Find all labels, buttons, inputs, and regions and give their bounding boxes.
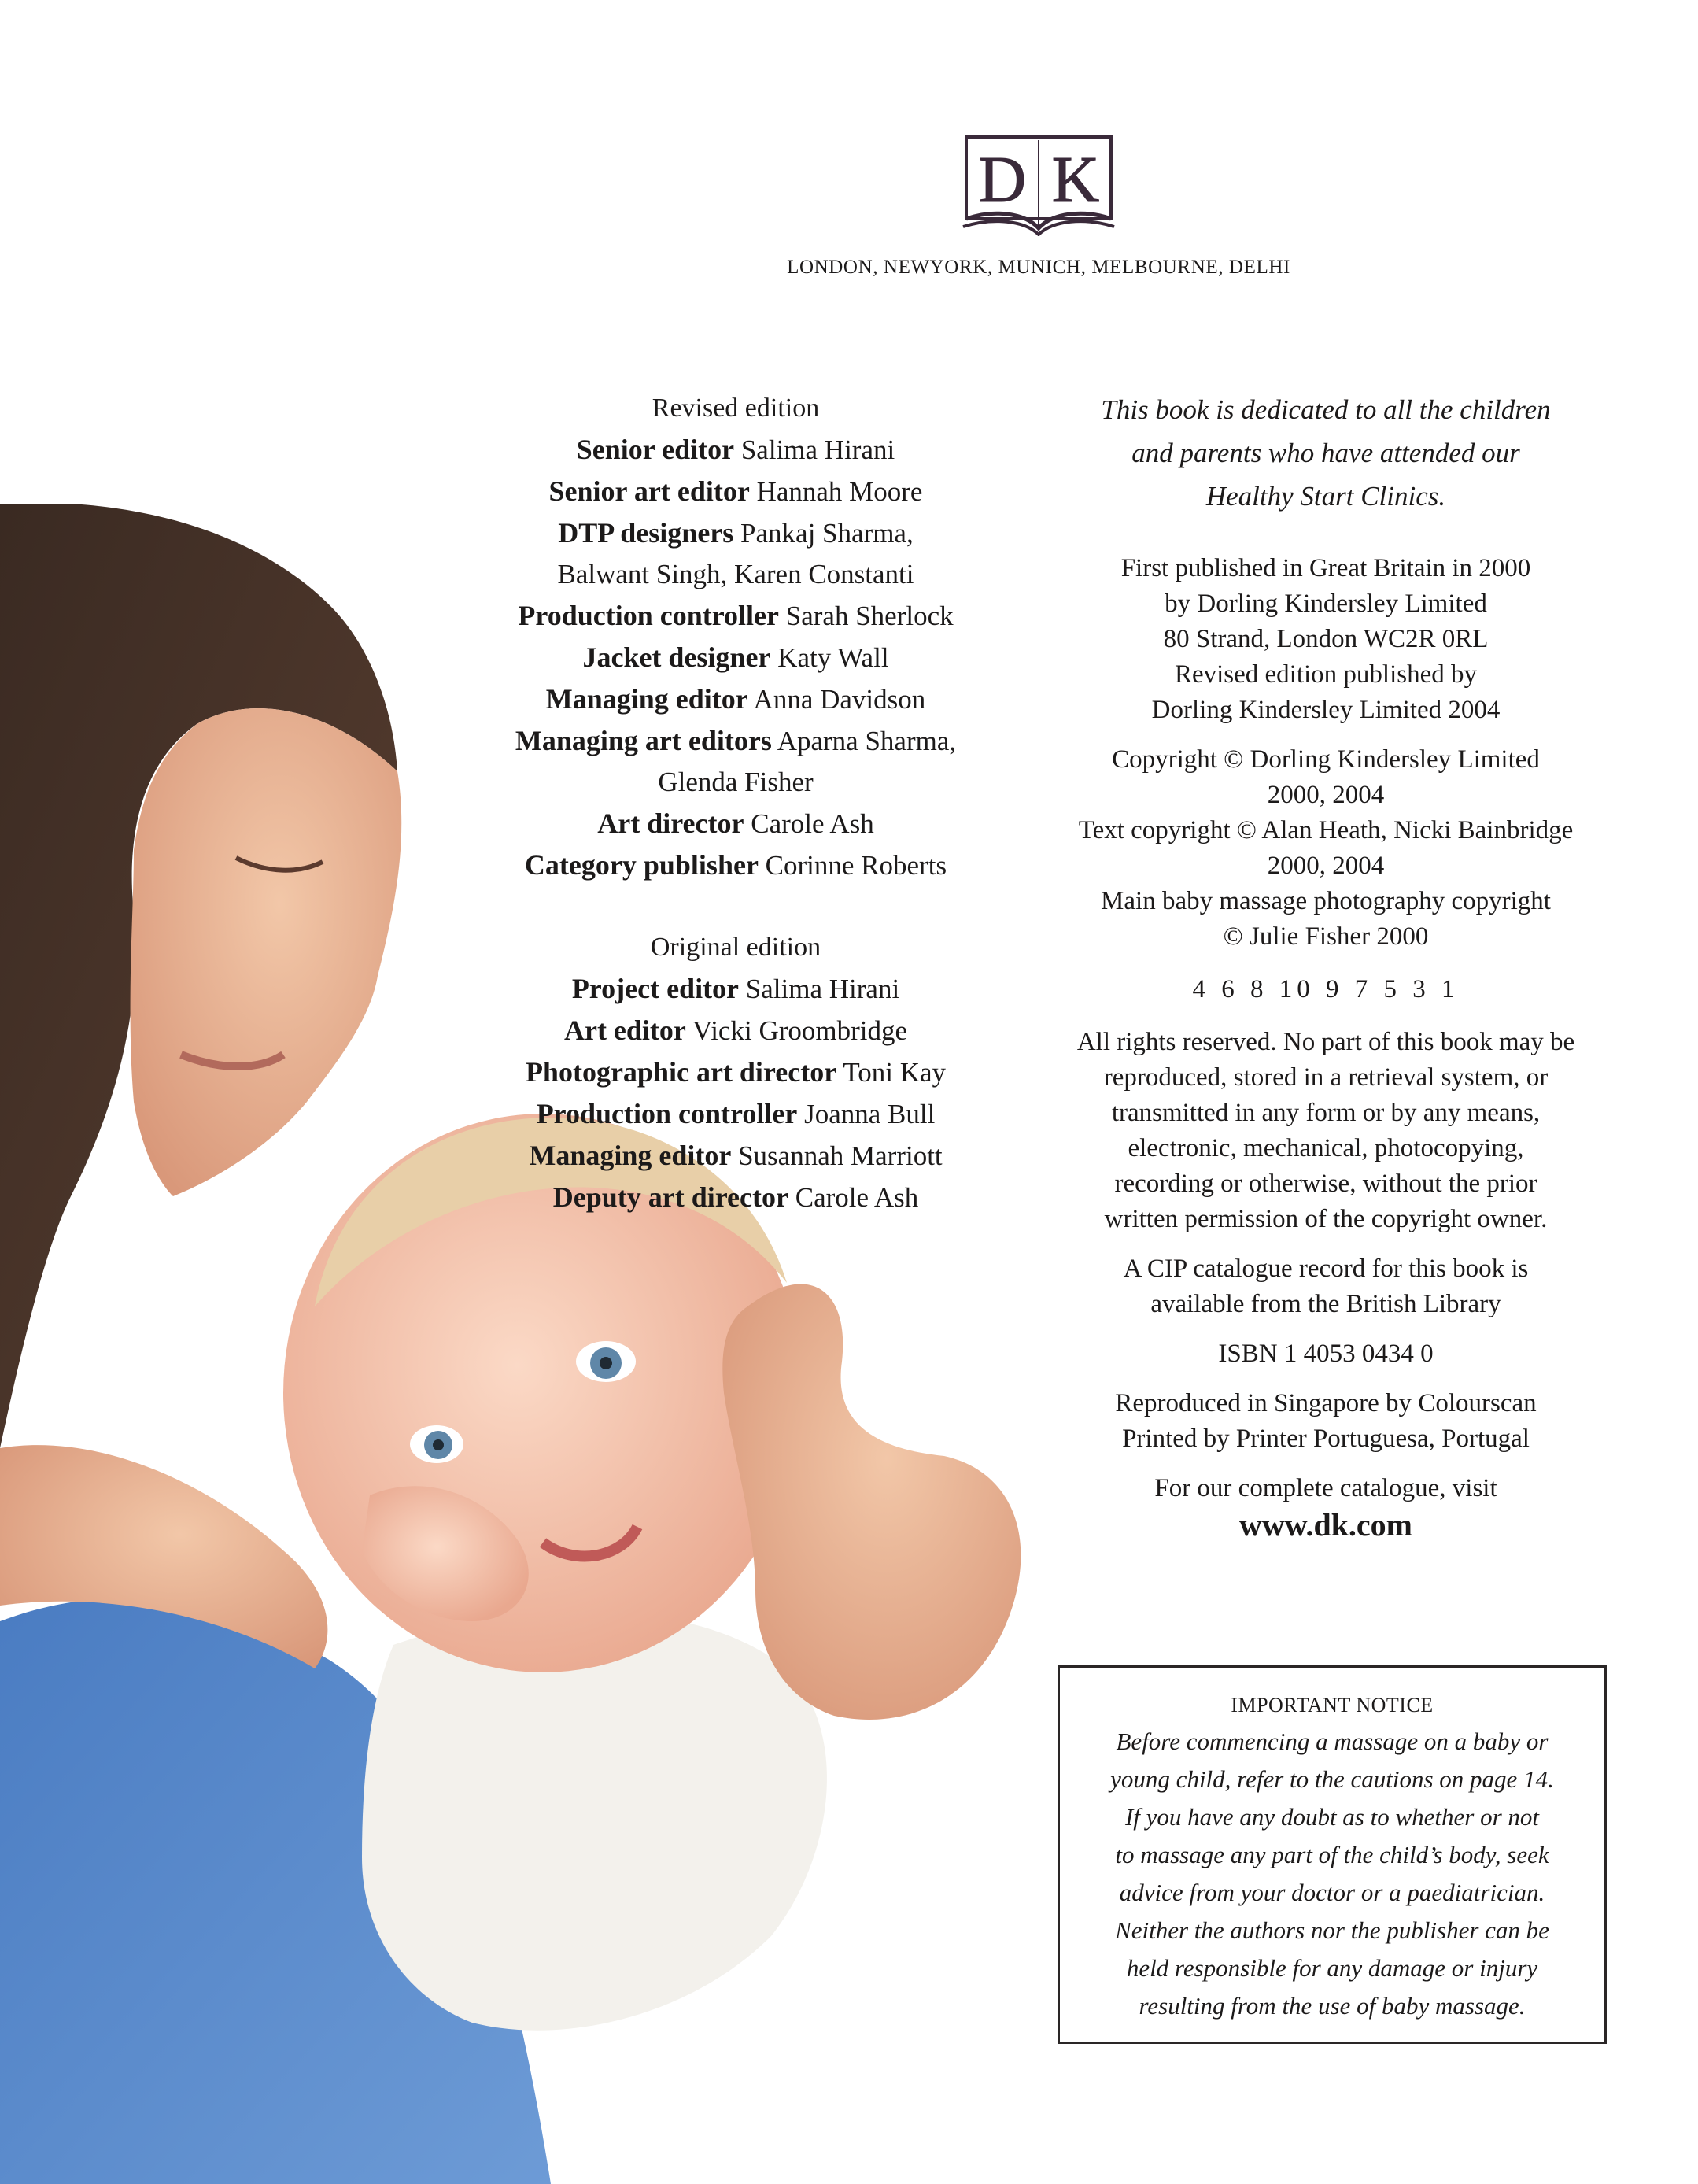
credit-line [460,512,1011,554]
credit-role: Senior art editor [548,475,750,507]
publication-line: Revised edition published by [1174,660,1478,689]
credit-role: Managing editor [545,683,748,715]
catalogue-info [1031,1471,1621,1544]
credit-names: Anna Davidson [753,684,926,715]
isbn: ISBN 1 4053 0434 0 [1218,1340,1434,1368]
notice-line: held responsible for any damage or injury [1126,1954,1538,1982]
copyright-line: © Julie Fisher 2000 [1223,922,1429,951]
dedication-line: This book is dedicated to all the children [1101,394,1551,425]
credit-names: Sarah Sherlock [785,601,954,631]
publication-line: by Dorling Kindersley Limited [1165,589,1487,618]
credit-names: Corinne Roberts [765,850,947,881]
dedication-line: and parents who have attended our [1131,438,1520,468]
publication-line: 80 Strand, London WC2R 0RL [1163,625,1489,653]
credit-line [460,968,1011,1010]
credit-line [460,844,1011,886]
notice-line: young child, refer to the cautions on page 14. [1110,1765,1554,1793]
publication-line: Dorling Kindersley Limited 2004 [1151,696,1501,724]
credit-line [460,637,1011,678]
rights-line: All rights reserved. No part of this book may be [1076,1028,1575,1056]
credit-role: Category publisher [524,849,759,881]
notice-line: If you have any doubt as to whether or not [1124,1803,1540,1831]
publication-line: First published in Great Britain in 2000 [1120,554,1531,582]
credit-role: Production controller [518,600,780,631]
rights-line: recording or otherwise, without the prior [1114,1170,1537,1198]
credit-names: Susannah Marriott [738,1140,943,1171]
credit-names: Vicki Groombridge [692,1015,908,1046]
credit-names-continued: Balwant Singh, Karen Constanti [557,559,914,589]
credit-names: Toni Kay [843,1057,947,1088]
copyright-line: Copyright © Dorling Kindersley Limited [1112,745,1540,774]
notice-line: Before commencing a massage on a baby or [1116,1728,1549,1755]
svg-text:K: K [1051,143,1100,216]
printing-info [1031,1386,1621,1457]
credit-names: Salima Hirani [745,974,900,1004]
cip-line: A CIP catalogue record for this book is [1123,1255,1529,1283]
credit-line [460,1093,1011,1135]
credits-column [460,388,1011,1218]
credit-line [460,1051,1011,1093]
credit-names: Pankaj Sharma, [740,518,914,549]
original-edition-heading: Original edition [650,933,821,962]
publication-info [1031,551,1621,728]
credit-role: DTP designers [558,517,734,549]
copyright-line: 2000, 2004 [1267,781,1385,809]
imprint-column [1031,388,1621,1544]
printing-line: Printed by Printer Portuguesa, Portugal [1122,1425,1530,1453]
credit-role: Art editor [563,1014,686,1046]
credit-names: Aparna Sharma, [777,726,957,756]
credit-line [460,1135,1011,1177]
svg-text:D: D [978,143,1027,216]
credit-names-continued: Glenda Fisher [658,767,814,797]
credit-names: Hannah Moore [756,476,923,507]
credit-names: Carole Ash [795,1182,919,1213]
credit-line [460,595,1011,637]
rights-line: reproduced, stored in a retrieval system, or [1103,1063,1549,1092]
credit-role: Photographic art director [525,1056,837,1088]
credit-role: Jacket designer [582,641,771,673]
credit-role: Senior editor [576,434,735,465]
credit-line [460,678,1011,720]
important-notice-box [1058,1665,1607,2044]
credit-names: Salima Hirani [740,434,895,465]
website-link[interactable]: www.dk.com [1238,1507,1413,1543]
credit-line [460,1010,1011,1051]
credit-line [460,720,1011,762]
notice-line: advice from your doctor or a paediatrician. [1119,1879,1545,1906]
credit-line [460,429,1011,471]
credit-role: Production controller [536,1098,798,1129]
copyright-line: Text copyright © Alan Heath, Nicki Bainbridge [1078,816,1574,844]
rights-line: electronic, mechanical, photocopying, [1128,1134,1524,1162]
credit-names: Katy Wall [777,642,889,673]
credit-role: Managing art editors [515,725,772,756]
notice-line: Neither the authors nor the publisher can be [1115,1916,1549,1944]
rights-line: transmitted in any form or by any means, [1111,1099,1541,1127]
copyright-line: 2000, 2004 [1267,852,1385,880]
credit-line [460,803,1011,844]
credit-role: Art director [597,807,744,839]
credit-line [460,471,1011,512]
catalogue-line: For our complete catalogue, visit [1154,1474,1497,1502]
copyright-line: Main baby massage photography copyright [1101,887,1551,915]
credit-line [460,1177,1011,1218]
credit-names: Carole Ash [751,808,874,839]
notice-line: to massage any part of the child’s body, seek [1115,1841,1549,1868]
revised-edition-heading: Revised edition [652,394,820,423]
printing-line: Reproduced in Singapore by Colourscan [1115,1389,1537,1417]
print-line: 4 6 8 10 9 7 5 3 1 [1192,975,1460,1003]
credit-role: Project editor [571,973,740,1004]
notice-title: IMPORTANT NOTICE [1231,1694,1434,1717]
dedication [1031,388,1621,518]
cip-record [1031,1251,1621,1322]
rights-line: written permission of the copyright owner. [1104,1205,1548,1233]
notice-line: resulting from the use of baby massage. [1139,1992,1526,2020]
dk-logo [962,134,1116,236]
rights-statement [1031,1025,1621,1237]
credit-role: Managing editor [529,1140,732,1171]
dedication-line: Healthy Start Clinics. [1205,481,1446,512]
credit-role: Deputy art director [552,1181,788,1213]
copyright-info [1031,742,1621,955]
publisher-cities: LONDON, NEWYORK, MUNICH, MELBOURNE, DELHI [787,257,1290,278]
cip-line: available from the British Library [1150,1290,1501,1318]
credit-names: Joanna Bull [804,1099,936,1129]
